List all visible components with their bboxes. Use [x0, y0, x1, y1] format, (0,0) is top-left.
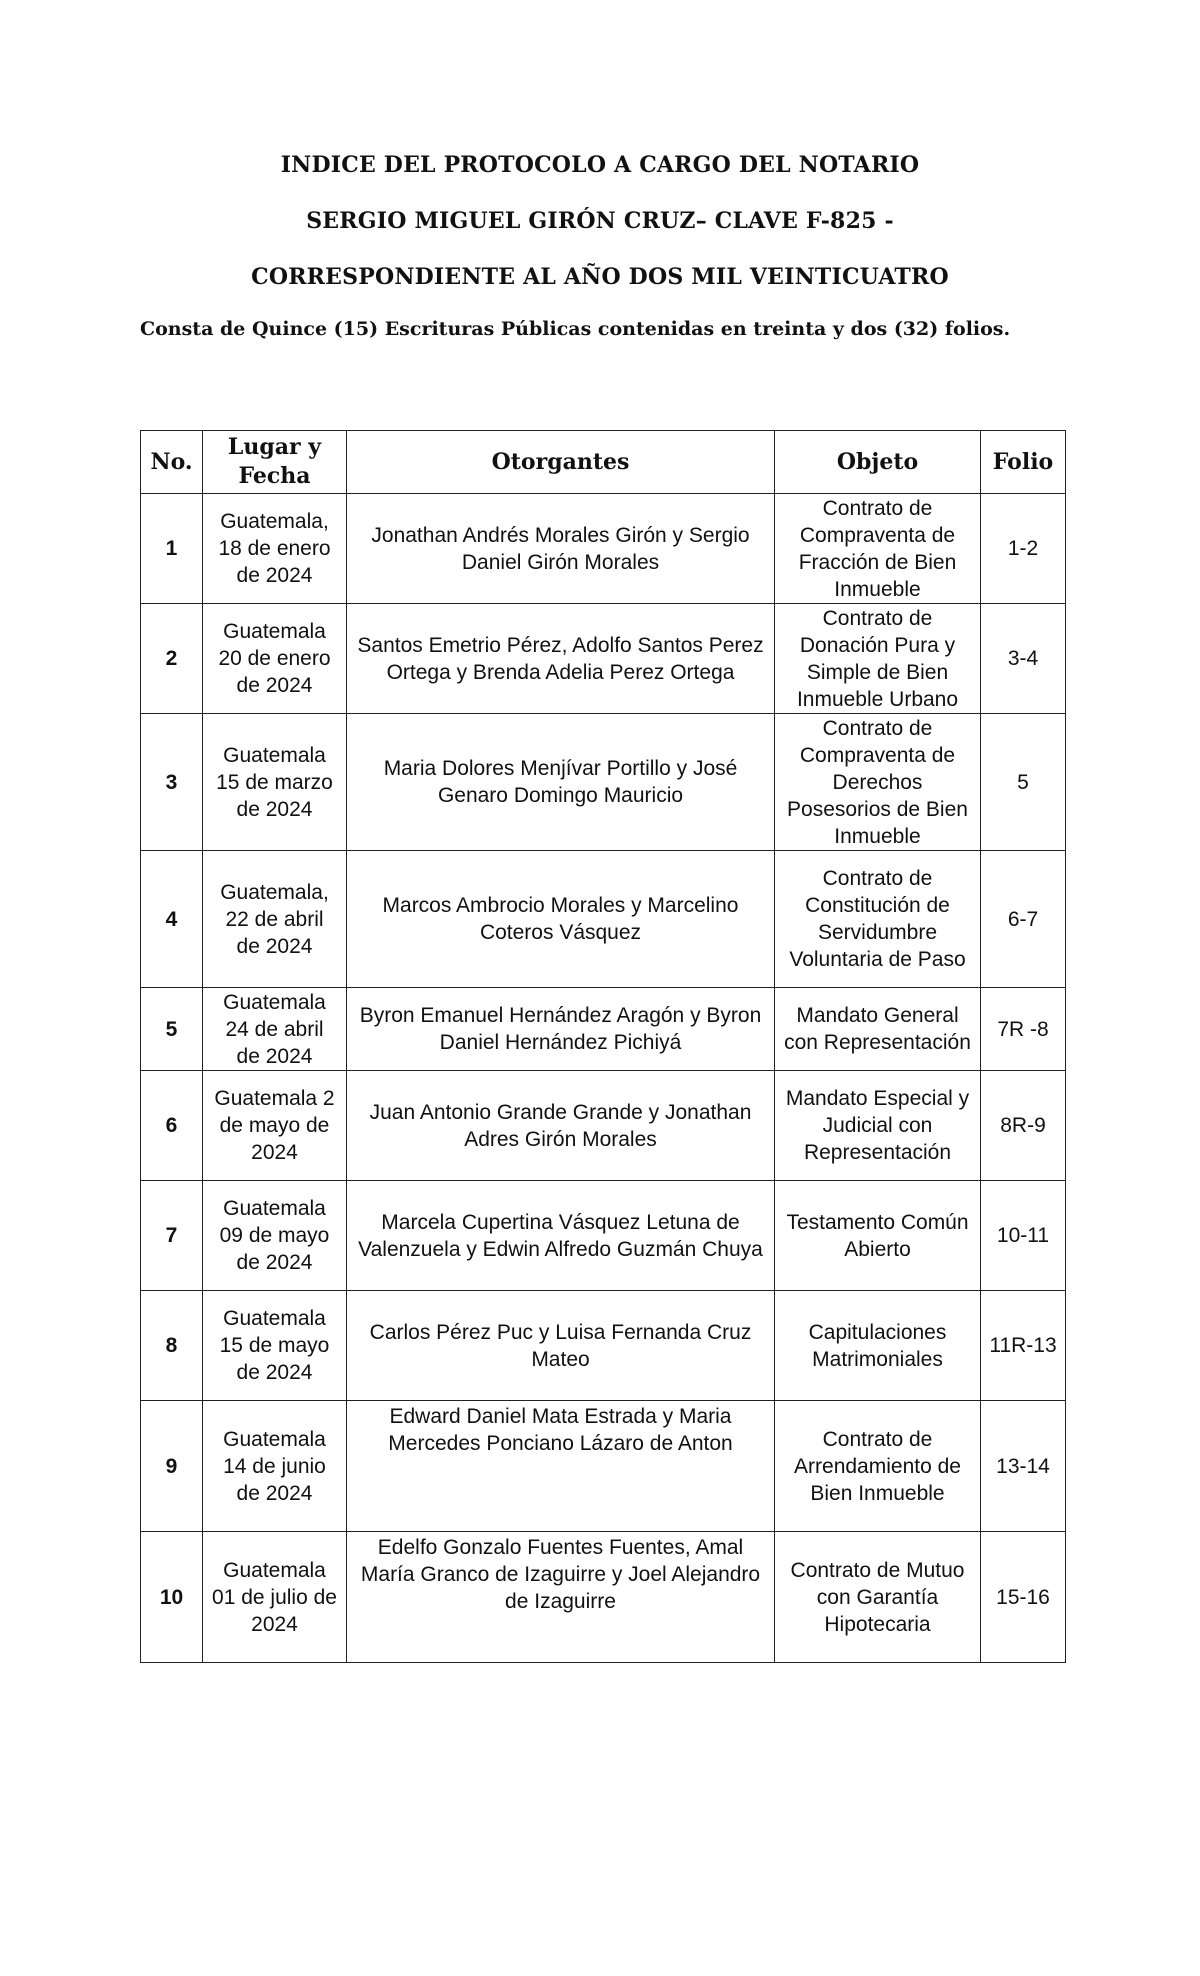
cell-otorgantes: Marcela Cupertina Vásquez Letuna de Valenzuela y Edwin Alfredo Guzmán Chuya	[347, 1181, 775, 1291]
cell-no: 6	[141, 1071, 203, 1181]
cell-lugar-fecha: Guatemala 15 de mayo de 2024	[203, 1291, 347, 1401]
cell-folio: 6-7	[981, 851, 1066, 988]
cell-lugar-fecha: Guatemala 09 de mayo de 2024	[203, 1181, 347, 1291]
cell-no: 10	[141, 1532, 203, 1663]
table-row	[141, 851, 1066, 988]
cell-otorgantes: Juan Antonio Grande Grande y Jonathan Adres Girón Morales	[347, 1071, 775, 1181]
cell-lugar-fecha: Guatemala 01 de julio de 2024	[203, 1532, 347, 1663]
cell-folio: 13-14	[981, 1401, 1066, 1532]
summary-text: Consta de Quince (15) Escrituras Públicas contenidas en treinta y dos (32) folios.	[140, 318, 1011, 340]
cell-objeto: Contrato de Constitución de Servidumbre Voluntaria de Paso	[775, 851, 981, 988]
table-row	[141, 988, 1066, 1071]
cell-objeto: Contrato de Donación Pura y Simple de Bien Inmueble Urbano	[775, 604, 981, 714]
cell-otorgantes: Santos Emetrio Pérez, Adolfo Santos Perez Ortega y Brenda Adelia Perez Ortega	[347, 604, 775, 714]
cell-otorgantes: Byron Emanuel Hernández Aragón y Byron Daniel Hernández Pichiyá	[347, 988, 775, 1071]
cell-folio: 1-2	[981, 494, 1066, 604]
cell-lugar-fecha: Guatemala, 18 de enero de 2024	[203, 494, 347, 604]
cell-lugar-fecha: Guatemala 2 de mayo de 2024	[203, 1071, 347, 1181]
table-row	[141, 1291, 1066, 1401]
cell-no: 7	[141, 1181, 203, 1291]
cell-lugar-fecha: Guatemala, 22 de abril de 2024	[203, 851, 347, 988]
title-line-1: INDICE DEL PROTOCOLO A CARGO DEL NOTARIO	[280, 152, 920, 178]
table-row	[141, 1181, 1066, 1291]
cell-otorgantes: Carlos Pérez Puc y Luisa Fernanda Cruz Mateo	[347, 1291, 775, 1401]
cell-objeto: Contrato de Compraventa de Fracción de Bien Inmueble	[775, 494, 981, 604]
cell-lugar-fecha: Guatemala 24 de abril de 2024	[203, 988, 347, 1071]
cell-no: 1	[141, 494, 203, 604]
cell-otorgantes: Maria Dolores Menjívar Portillo y José Genaro Domingo Mauricio	[347, 714, 775, 851]
cell-lugar-fecha: Guatemala 15 de marzo de 2024	[203, 714, 347, 851]
cell-lugar-fecha: Guatemala 20 de enero de 2024	[203, 604, 347, 714]
cell-objeto: Contrato de Compraventa de Derechos Posesorios de Bien Inmueble	[775, 714, 981, 851]
cell-no: 8	[141, 1291, 203, 1401]
table-row	[141, 1071, 1066, 1181]
table-row	[141, 494, 1066, 604]
table-row	[141, 714, 1066, 851]
cell-folio: 8R-9	[981, 1071, 1066, 1181]
cell-folio: 15-16	[981, 1532, 1066, 1663]
cell-objeto: Mandato Especial y Judicial con Representación	[775, 1071, 981, 1181]
cell-objeto: Mandato General con Representación	[775, 988, 981, 1071]
cell-otorgantes: Marcos Ambrocio Morales y Marcelino Coteros Vásquez	[347, 851, 775, 988]
cell-folio: 5	[981, 714, 1066, 851]
cell-objeto: Contrato de Mutuo con Garantía Hipotecaria	[775, 1532, 981, 1663]
cell-objeto: Capitulaciones Matrimoniales	[775, 1291, 981, 1401]
col-header-folio: Folio	[981, 431, 1066, 494]
title-line-3: CORRESPONDIENTE AL AÑO DOS MIL VEINTICUATRO	[251, 264, 949, 290]
cell-otorgantes: Edelfo Gonzalo Fuentes Fuentes, Amal María Granco de Izaguirre y Joel Alejandro de Izaguirre	[347, 1532, 775, 1663]
cell-folio: 3-4	[981, 604, 1066, 714]
cell-lugar-fecha: Guatemala 14 de junio de 2024	[203, 1401, 347, 1532]
title-line-2: SERGIO MIGUEL GIRÓN CRUZ– CLAVE F-825 -	[306, 208, 894, 234]
cell-no: 2	[141, 604, 203, 714]
cell-otorgantes: Edward Daniel Mata Estrada y Maria Mercedes Ponciano Lázaro de Anton	[347, 1401, 775, 1532]
cell-objeto: Testamento Común Abierto	[775, 1181, 981, 1291]
col-header-otorgantes: Otorgantes	[347, 431, 775, 494]
cell-objeto: Contrato de Arrendamiento de Bien Inmueble	[775, 1401, 981, 1532]
protocol-index-table	[140, 430, 1066, 1663]
cell-folio: 11R-13	[981, 1291, 1066, 1401]
cell-no: 4	[141, 851, 203, 988]
col-header-no: No.	[141, 431, 203, 494]
col-header-objeto: Objeto	[775, 431, 981, 494]
table-row	[141, 604, 1066, 714]
cell-folio: 7R -8	[981, 988, 1066, 1071]
cell-no: 3	[141, 714, 203, 851]
table-row	[141, 1401, 1066, 1532]
header-row	[141, 431, 1066, 494]
cell-no: 5	[141, 988, 203, 1071]
cell-folio: 10-11	[981, 1181, 1066, 1291]
table-row	[141, 1532, 1066, 1663]
cell-no: 9	[141, 1401, 203, 1532]
col-header-lugar-fecha: Lugar y Fecha	[203, 431, 347, 494]
cell-otorgantes: Jonathan Andrés Morales Girón y Sergio Daniel Girón Morales	[347, 494, 775, 604]
